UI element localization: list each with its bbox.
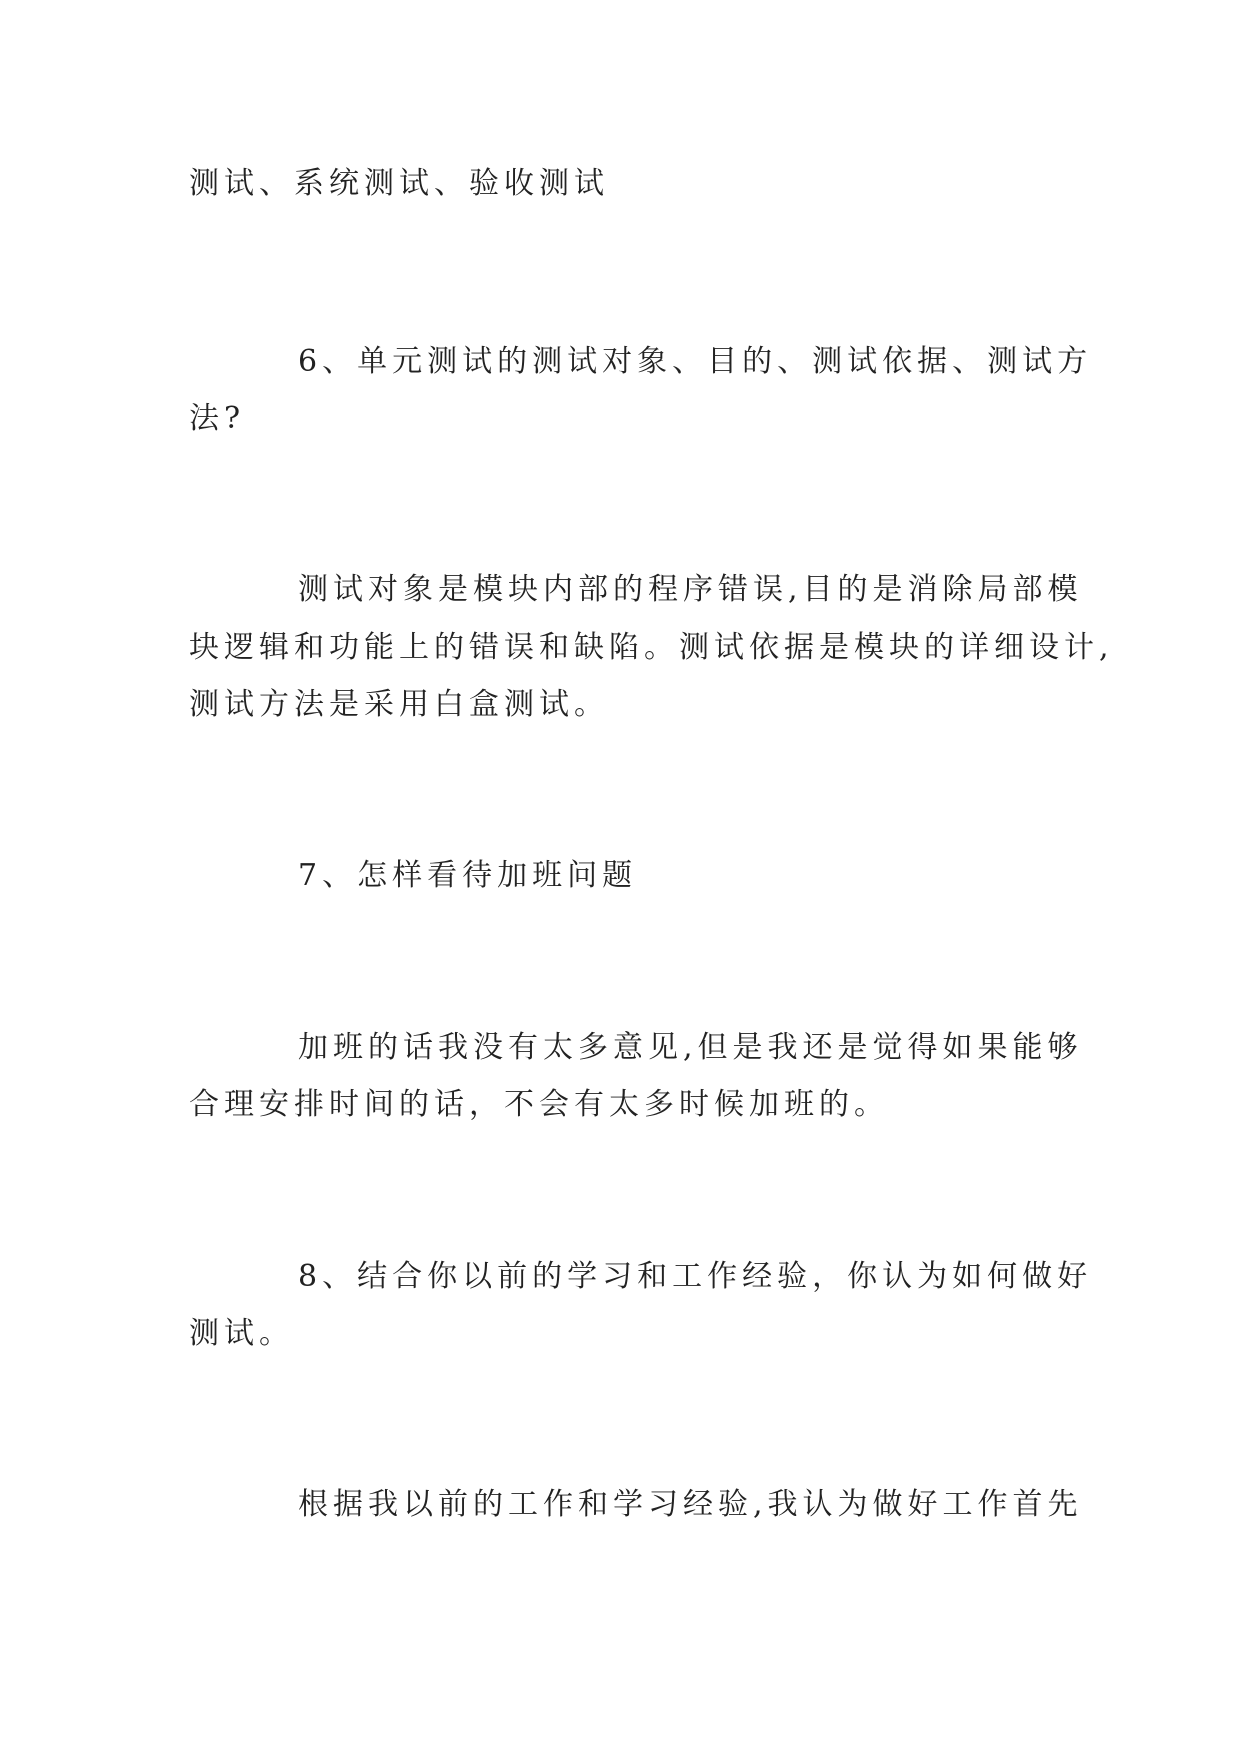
question-heading: 6、单元测试的测试对象、目的、测试依据、测试方 [298,344,1093,379]
answer-line: 加班的话我没有太多意见,但是我还是觉得如果能够 [298,1030,1083,1065]
answer-line: 块逻辑和功能上的错误和缺陷。测试依据是模块的详细设计, [189,630,1114,665]
paragraph-line: 测试。 [189,1316,294,1351]
paragraph-line: 法? [189,401,246,436]
paragraph-line: 测试、系统测试、验收测试 [189,166,609,201]
answer-line: 根据我以前的工作和学习经验,我认为做好工作首先 [298,1487,1083,1522]
question-heading: 7、怎样看待加班问题 [298,858,638,893]
question-heading: 8、结合你以前的学习和工作经验，你认为如何做好 [298,1259,1093,1294]
answer-line: 合理安排时间的话，不会有太多时候加班的。 [189,1087,889,1122]
answer-line: 测试方法是采用白盒测试。 [189,687,609,722]
answer-line: 测试对象是模块内部的程序错误,目的是消除局部模 [298,572,1083,607]
